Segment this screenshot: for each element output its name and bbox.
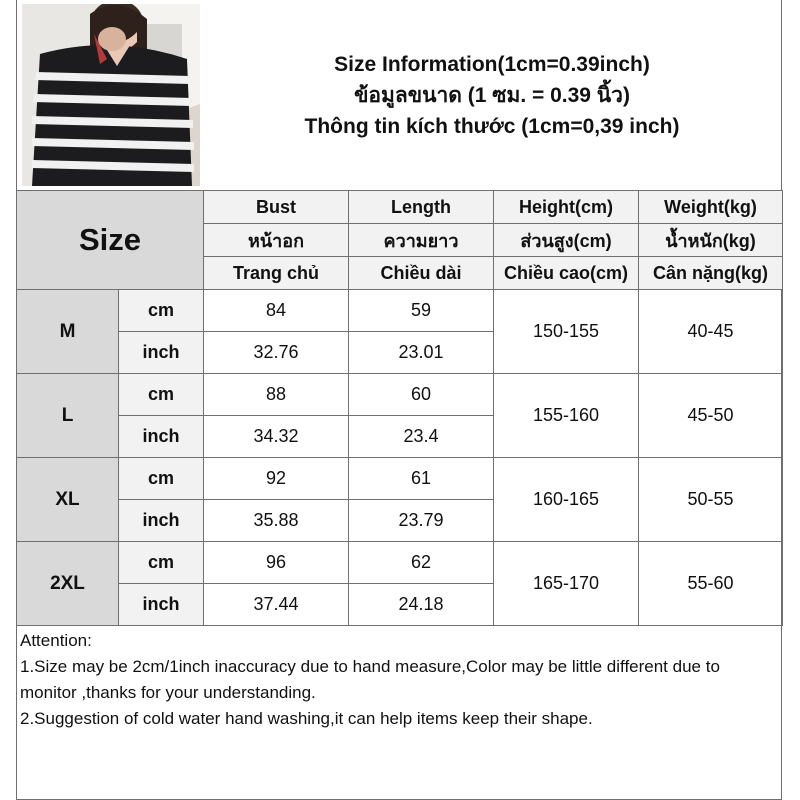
weight-header-vi: Cân nặng(kg) <box>639 257 783 290</box>
table-row <box>17 290 783 332</box>
height-header-vi: Chiều cao(cm) <box>494 257 639 290</box>
unit-label-cm: cm <box>119 374 204 416</box>
unit-label-cm: cm <box>119 542 204 584</box>
unit-label-cm: cm <box>119 458 204 500</box>
height-range: 155-160 <box>494 374 639 458</box>
size-name: L <box>17 374 119 458</box>
bust-inch-value: 37.44 <box>204 584 349 626</box>
product-photo <box>22 4 200 186</box>
header-title-th: ข้อมูลขนาด (1 ซม. = 0.39 นิ้ว) <box>354 83 630 107</box>
bust-cm-value: 92 <box>204 458 349 500</box>
attention-notes <box>20 628 780 732</box>
height-range: 165-170 <box>494 542 639 626</box>
bust-inch-value: 32.76 <box>204 332 349 374</box>
bust-header-th: หน้าอก <box>204 224 349 257</box>
unit-label-cm: cm <box>119 290 204 332</box>
size-chart-table <box>16 190 783 626</box>
weight-range: 45-50 <box>639 374 783 458</box>
header-title-en: Size Information(1cm=0.39inch) <box>334 52 650 76</box>
length-header-en: Length <box>349 191 494 224</box>
bust-header-vi: Trang chủ <box>204 257 349 290</box>
attention-note-2: 2.Suggestion of cold water hand washing,it can help items keep their shape. <box>20 709 593 728</box>
weight-range: 55-60 <box>639 542 783 626</box>
bust-header-en: Bust <box>204 191 349 224</box>
unit-label-inch: inch <box>119 332 204 374</box>
size-column-header: Size <box>17 191 204 290</box>
bust-inch-value: 34.32 <box>204 416 349 458</box>
unit-label-inch: inch <box>119 584 204 626</box>
length-cm-value: 59 <box>349 290 494 332</box>
height-header-th: ส่วนสูง(cm) <box>494 224 639 257</box>
length-inch-value: 23.4 <box>349 416 494 458</box>
length-inch-value: 23.01 <box>349 332 494 374</box>
length-header-th: ความยาว <box>349 224 494 257</box>
weight-range: 50-55 <box>639 458 783 542</box>
height-range: 160-165 <box>494 458 639 542</box>
striped-shirt-model-image <box>22 4 200 186</box>
table-row <box>17 374 783 416</box>
bust-cm-value: 88 <box>204 374 349 416</box>
header-title-vi: Thông tin kích thước (1cm=0,39 inch) <box>304 114 680 138</box>
weight-header-th: น้ำหนัก(kg) <box>639 224 783 257</box>
unit-label-inch: inch <box>119 416 204 458</box>
unit-label-inch: inch <box>119 500 204 542</box>
size-name: M <box>17 290 119 374</box>
height-header-en: Height(cm) <box>494 191 639 224</box>
length-cm-value: 62 <box>349 542 494 584</box>
length-cm-value: 60 <box>349 374 494 416</box>
height-range: 150-155 <box>494 290 639 374</box>
size-info-header <box>202 0 782 190</box>
bust-cm-value: 96 <box>204 542 349 584</box>
attention-title: Attention: <box>20 631 92 650</box>
length-header-vi: Chiều dài <box>349 257 494 290</box>
attention-note-1: 1.Size may be 2cm/1inch inaccuracy due to hand measure,Color may be little different due to monitor ,thanks for your understanding. <box>20 657 720 702</box>
length-inch-value: 24.18 <box>349 584 494 626</box>
length-inch-value: 23.79 <box>349 500 494 542</box>
bust-inch-value: 35.88 <box>204 500 349 542</box>
weight-range: 40-45 <box>639 290 783 374</box>
size-name: XL <box>17 458 119 542</box>
length-cm-value: 61 <box>349 458 494 500</box>
weight-header-en: Weight(kg) <box>639 191 783 224</box>
table-row <box>17 542 783 584</box>
size-name: 2XL <box>17 542 119 626</box>
table-row <box>17 458 783 500</box>
bust-cm-value: 84 <box>204 290 349 332</box>
